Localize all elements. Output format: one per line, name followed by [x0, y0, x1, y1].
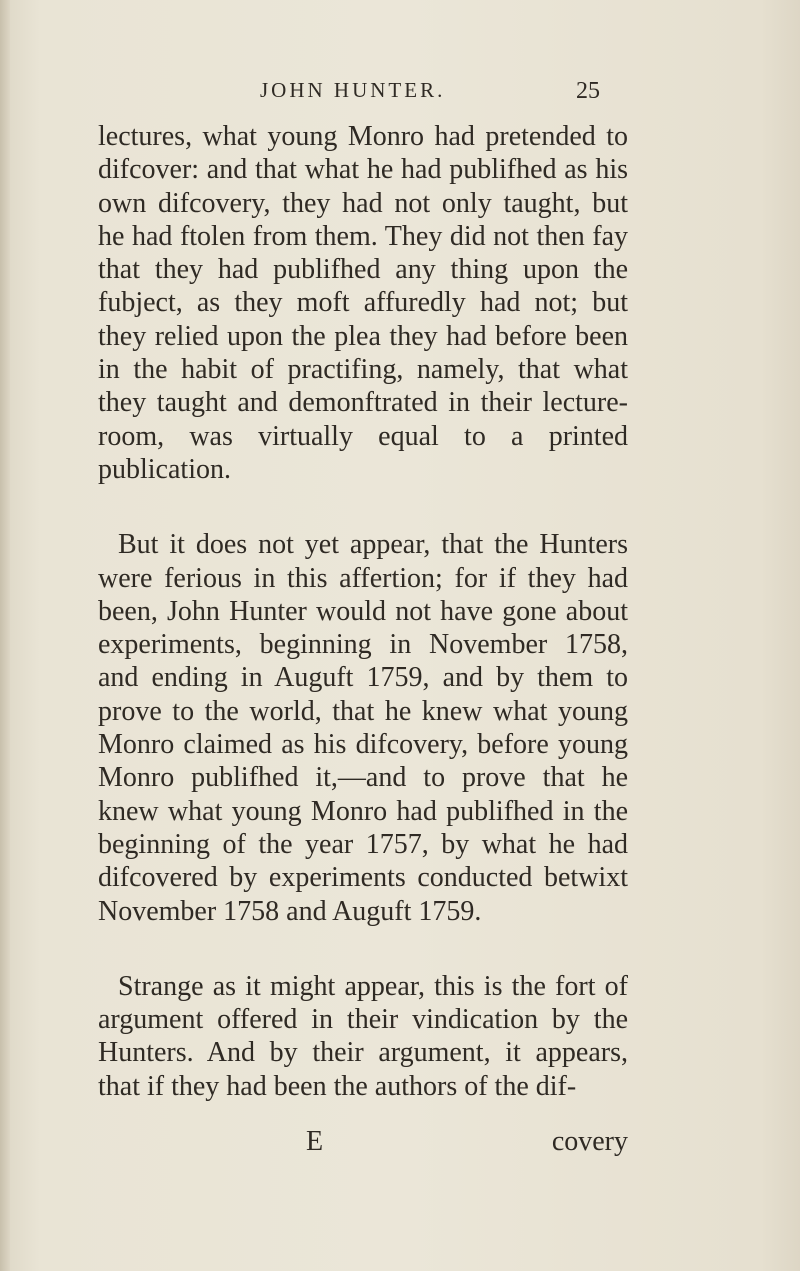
paragraph-2: But it does not yet appear, that the Hunters were ferious in this affertion; for if they had been, John Hunter would not have gone about experiments, beginning in November 1758, and ending in Auguft 1759, and by them to prove to the world, that he knew what young Monro claimed as his difcovery, before young Monro publifhed it,—and to prove that he knew what young Monro had publifhed in the beginning of the year 1757, by what he had difcovered by experiments conducted betwixt November 1758 and Auguft 1759.: [98, 529, 628, 927]
paragraph-3: Strange as it might appear, this is the fort of argument offered in their vindication by the Hunters. And by their argument, it appears, that if they had been the authors of the dif-: [98, 970, 628, 1102]
paragraph-1: lectures, what young Monro had pretended to difcover: and that what he had publifhed as his own difcovery, they had not only taught, but he had ftolen from them. They did not then fay that they had publifhed any thing upon the fubject, as they moft affuredly had not; but they relied upon the plea they had before been in the habit of practifing, namely, that what they taught and demonftrated in their lecture-room, was virtually equal to a printed publication.: [98, 121, 628, 485]
body-text: [98, 120, 628, 1103]
running-head: JOHN HUNTER.: [260, 78, 446, 102]
signature-mark: E: [306, 1126, 324, 1157]
catchword: covery: [551, 1126, 628, 1157]
page-number: 25: [576, 78, 600, 104]
page-footer: [98, 1126, 628, 1162]
page-header: [260, 78, 600, 108]
page-edge-shadow: [0, 0, 10, 1271]
